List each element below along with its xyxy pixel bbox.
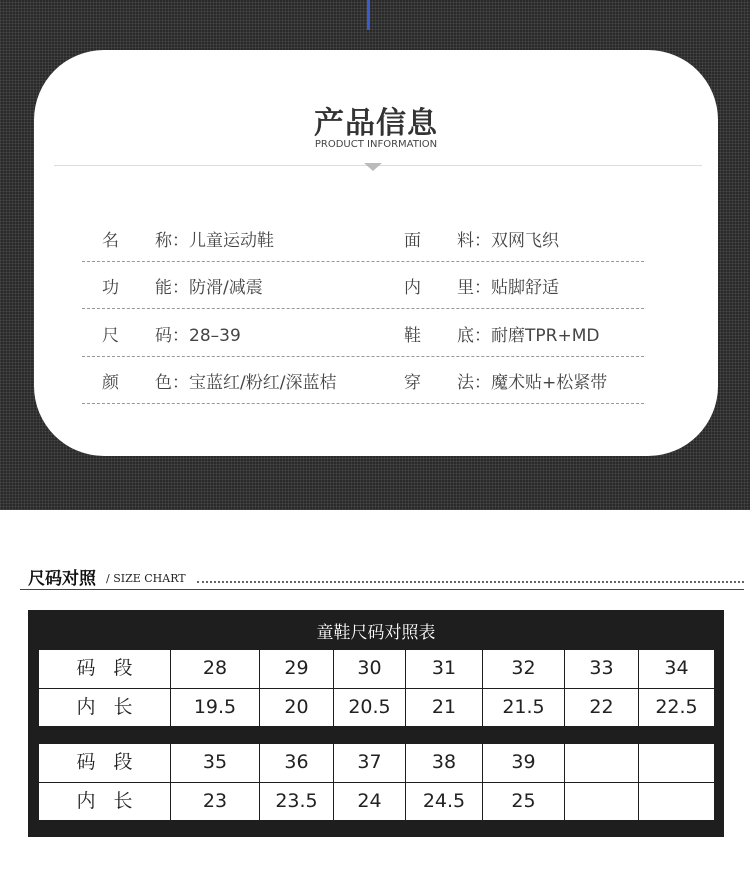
spec-value: ：魔术贴+松紧带 xyxy=(474,373,608,393)
size-cell: 35 xyxy=(171,744,260,783)
table-row xyxy=(39,744,715,783)
table-row xyxy=(39,650,715,689)
spec-label: 面 料 xyxy=(404,231,474,251)
product-info-title: 产品信息 xyxy=(314,106,438,141)
spec-row xyxy=(82,261,644,309)
length-cell: 20 xyxy=(260,688,334,727)
size-cell: 36 xyxy=(260,744,334,783)
size-cell: 31 xyxy=(406,650,483,689)
spec-value: ：儿童运动鞋 xyxy=(172,231,274,251)
size-cell: 30 xyxy=(334,650,406,689)
spec-item xyxy=(102,273,263,298)
table-row xyxy=(39,688,715,727)
spec-value: ：贴脚舒适 xyxy=(474,278,559,298)
row-label-size: 码 段 xyxy=(39,744,171,783)
row-label-size: 码 段 xyxy=(39,650,171,689)
spec-label: 穿 法 xyxy=(404,373,474,393)
spec-row xyxy=(82,356,644,404)
divider-arrow-icon xyxy=(364,163,382,171)
heading-rule xyxy=(20,589,744,590)
size-cell: 32 xyxy=(483,650,565,689)
length-cell: 20.5 xyxy=(334,688,406,727)
size-chart-subheading: / SIZE CHART xyxy=(106,572,186,585)
size-cell: 29 xyxy=(260,650,334,689)
spec-label: 尺 码 xyxy=(102,326,172,346)
row-label-length: 内 长 xyxy=(39,688,171,727)
product-info-card xyxy=(34,50,718,456)
size-cell: 39 xyxy=(483,744,565,783)
spec-value: ：28–39 xyxy=(172,326,241,346)
size-cell: 28 xyxy=(171,650,260,689)
table-row xyxy=(39,782,715,821)
size-table-1 xyxy=(38,649,715,727)
spec-label: 鞋 底 xyxy=(404,326,474,346)
size-cell xyxy=(565,744,639,783)
length-cell: 22.5 xyxy=(639,688,715,727)
spec-item xyxy=(102,226,274,251)
spec-value: ：耐磨TPR+MD xyxy=(474,326,600,346)
spec-row xyxy=(82,214,644,262)
spec-item xyxy=(102,321,241,346)
length-cell xyxy=(639,782,715,821)
spec-label: 内 里 xyxy=(404,278,474,298)
spec-label: 颜 色 xyxy=(102,373,172,393)
spec-value: ：宝蓝红/粉红/深蓝桔 xyxy=(172,373,337,393)
spec-label: 名 称 xyxy=(102,231,172,251)
length-cell: 24.5 xyxy=(406,782,483,821)
top-tick-mark xyxy=(367,0,370,30)
spec-label: 功 能 xyxy=(102,278,172,298)
length-cell: 25 xyxy=(483,782,565,821)
spec-item xyxy=(404,368,607,393)
length-cell: 21 xyxy=(406,688,483,727)
size-cell xyxy=(639,744,715,783)
spec-item xyxy=(404,273,559,298)
size-chart-box xyxy=(28,610,724,837)
size-cell: 38 xyxy=(406,744,483,783)
spec-item xyxy=(404,226,559,251)
spec-item xyxy=(102,368,336,393)
length-cell xyxy=(565,782,639,821)
length-cell: 24 xyxy=(334,782,406,821)
spec-value: ：防滑/减震 xyxy=(172,278,263,298)
spec-item xyxy=(404,321,599,346)
row-label-length: 内 长 xyxy=(39,782,171,821)
size-cell: 37 xyxy=(334,744,406,783)
length-cell: 22 xyxy=(565,688,639,727)
size-table-title: 童鞋尺码对照表 xyxy=(316,623,436,643)
length-cell: 23.5 xyxy=(260,782,334,821)
spec-value: ：双网飞织 xyxy=(474,231,559,251)
size-table-2 xyxy=(38,743,715,821)
length-cell: 19.5 xyxy=(171,688,260,727)
length-cell: 21.5 xyxy=(483,688,565,727)
heading-dotted-rule xyxy=(197,581,744,583)
spec-row xyxy=(82,309,644,357)
length-cell: 23 xyxy=(171,782,260,821)
size-chart-heading: 尺码对照 xyxy=(28,569,96,589)
size-cell: 33 xyxy=(565,650,639,689)
size-cell: 34 xyxy=(639,650,715,689)
product-info-subtitle: PRODUCT INFORMATION xyxy=(314,139,438,150)
